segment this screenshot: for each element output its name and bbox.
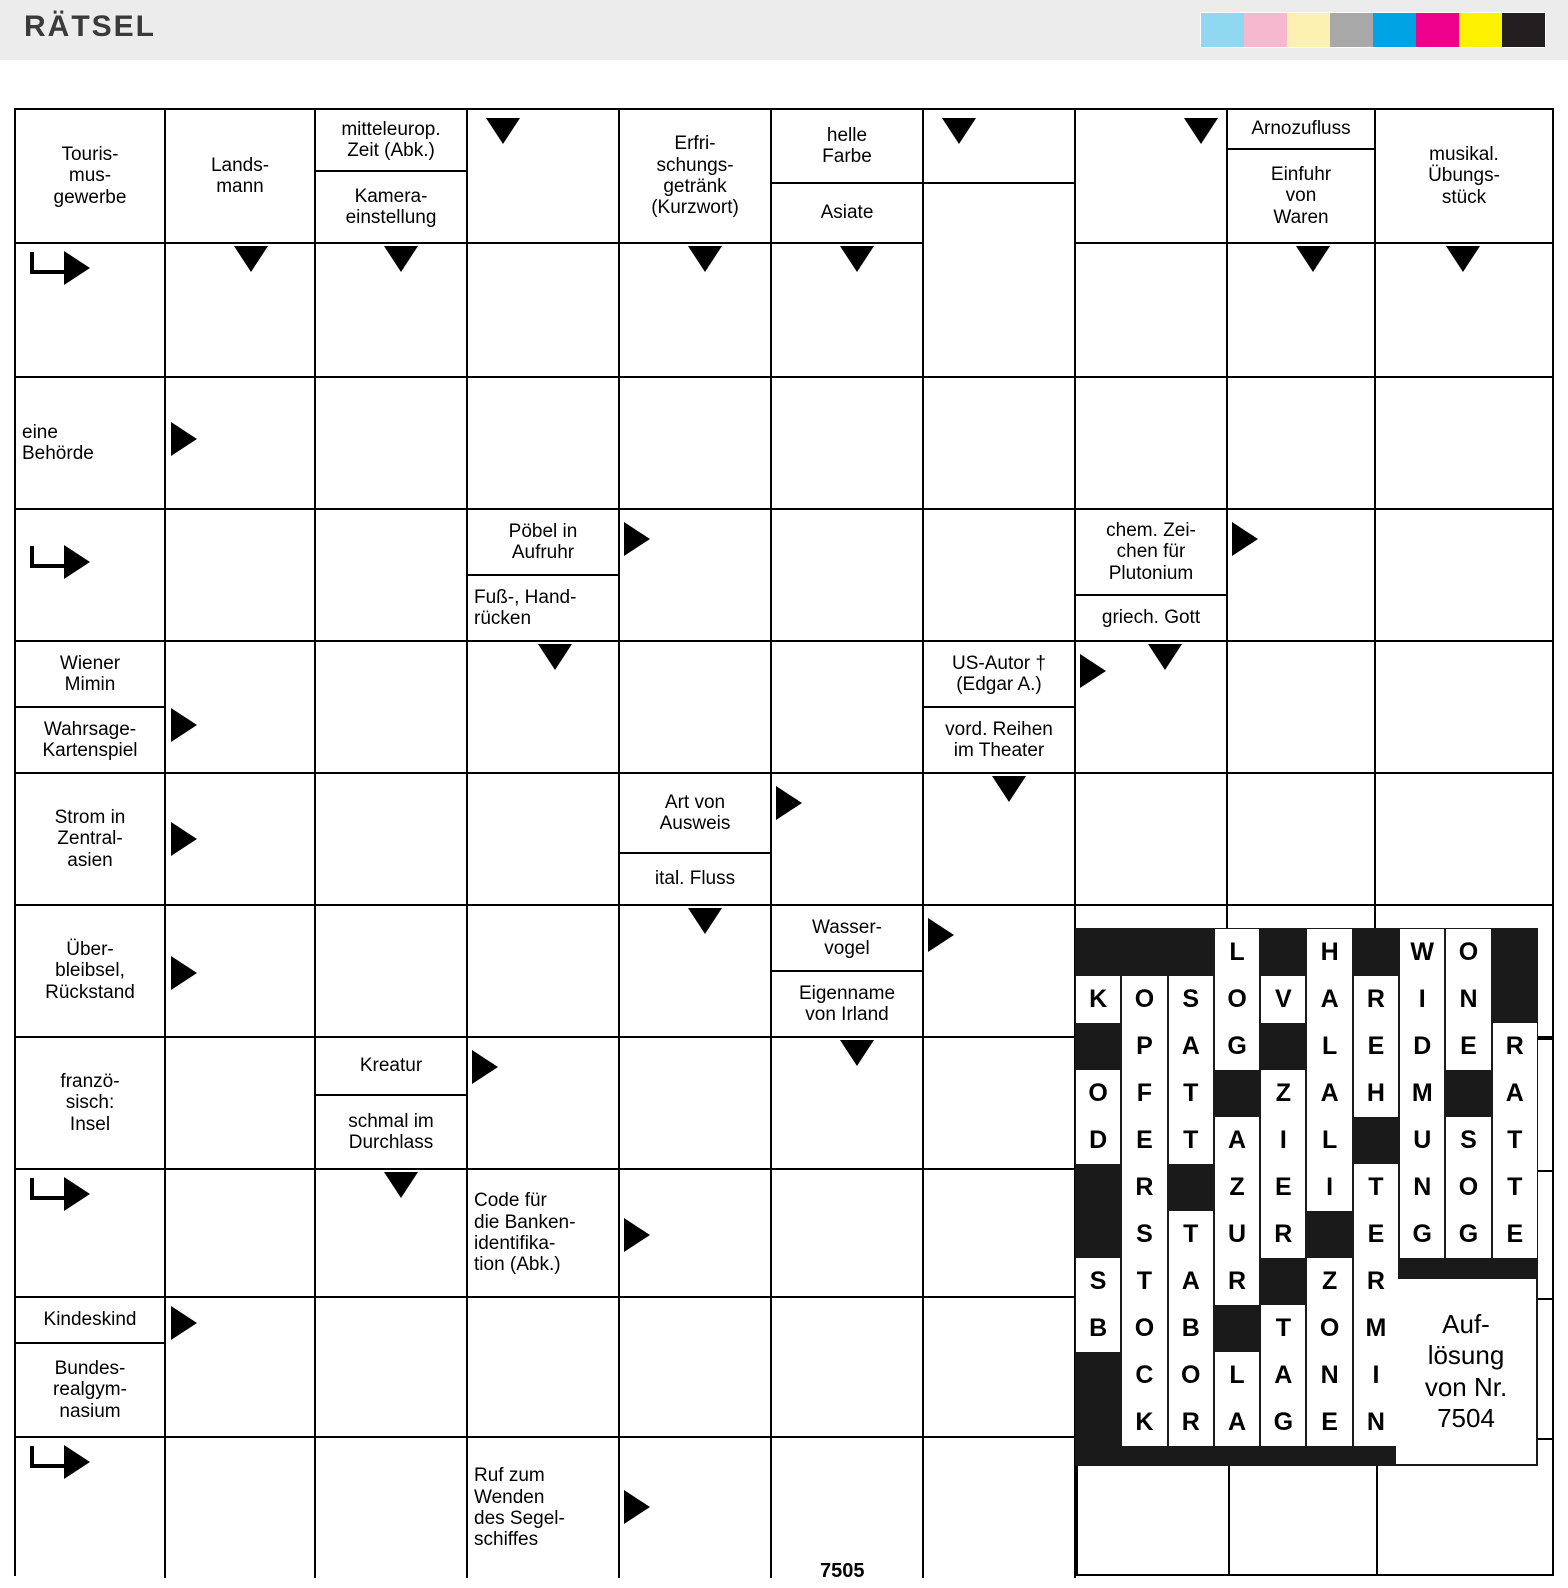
solution-letter: T [1122,1258,1166,1305]
answer-cell[interactable] [1376,510,1552,642]
answer-cell[interactable] [468,906,620,1038]
solution-letter: A [1215,1117,1259,1164]
clue-box: Kreatur [316,1038,468,1096]
clue-box: mitteleurop. Zeit (Abk.) [316,110,468,172]
clue-box: Über- bleibsel, Rückstand [16,906,166,1038]
solution-letter: G [1400,1211,1444,1258]
clue-box: Kindeskind [16,1298,166,1344]
page-title: RÄTSEL [24,10,156,43]
solution-blank [1076,1164,1120,1211]
answer-cell[interactable] [924,1170,1076,1298]
arrow-down-icon [538,644,572,670]
answer-cell[interactable] [316,378,468,510]
puzzle-number: 7505 [820,1560,865,1582]
solution-letter: I [1307,1164,1351,1211]
color-swatch-1 [1244,13,1287,47]
arrow-down-icon [1296,246,1330,272]
answer-cell[interactable] [316,642,468,774]
solution-letter: E [1261,1164,1305,1211]
color-swatch-7 [1502,13,1545,47]
answer-cell[interactable] [1228,378,1376,510]
solution-blank [1076,1023,1120,1070]
arrow-down-icon [384,246,418,272]
solution-blank [1354,929,1398,976]
answer-cell[interactable] [316,774,468,906]
arrow-down-icon [1446,246,1480,272]
solution-letter: A [1307,1070,1351,1117]
solution-letter: W [1400,929,1444,976]
clue-box: vord. Reihen im Theater [924,708,1076,774]
answer-cell[interactable] [166,510,316,642]
answer-cell[interactable] [316,1438,468,1578]
solution-row [1075,975,1538,1022]
solution-blank [1493,929,1537,976]
solution-letter: O [1446,929,1490,976]
solution-letter: H [1307,929,1351,976]
answer-cell[interactable] [924,510,1076,642]
solution-blank [1215,1070,1259,1117]
answer-cell[interactable] [1376,378,1552,510]
solution-letter: E [1354,1023,1398,1070]
answer-cell[interactable] [1076,378,1228,510]
answer-cell[interactable] [620,1038,772,1170]
clue-box: Bundes- realgym- nasium [16,1344,166,1438]
color-swatch-0 [1201,13,1244,47]
solution-letter: I [1400,976,1444,1023]
solution-letter: U [1400,1117,1444,1164]
color-swatch-5 [1416,13,1459,47]
solution-letter: Z [1307,1258,1351,1305]
arrow-right-icon [1080,654,1106,688]
clue-box-empty [924,184,1076,244]
solution-letter: R [1354,1258,1398,1305]
solution-letter: R [1215,1258,1259,1305]
solution-letter: T [1169,1070,1213,1117]
arrow-down-icon [1148,644,1182,670]
clue-box: Fuß-, Hand- rücken [468,576,620,642]
color-swatch-4 [1373,13,1416,47]
solution-letter: E [1493,1211,1537,1258]
page-header [0,0,1568,60]
solution-letter: Z [1215,1164,1259,1211]
solution-letter: N [1446,976,1490,1023]
arrow-down-icon [1184,118,1218,144]
clue-box: Kamera- einstellung [316,172,468,244]
solution-letter: L [1307,1023,1351,1070]
answer-cell[interactable] [924,244,1076,378]
color-swatch-3 [1330,13,1373,47]
solution-letter: M [1400,1070,1444,1117]
color-swatch-6 [1459,13,1502,47]
solution-letter: R [1354,976,1398,1023]
solution-letter: R [1169,1399,1213,1446]
solution-letter: B [1169,1305,1213,1352]
answer-cell[interactable] [772,378,924,510]
answer-cell[interactable] [316,510,468,642]
answer-cell[interactable] [316,1298,468,1438]
solution-blank [1169,929,1213,976]
solution-letter: E [1122,1117,1166,1164]
clue-box: helle Farbe [772,110,924,184]
answer-cell[interactable] [1376,642,1552,774]
solution-letter: T [1169,1211,1213,1258]
solution-letter: A [1307,976,1351,1023]
clue-box: franzö- sisch: Insel [16,1038,166,1170]
solution-blank [1354,1117,1398,1164]
solution-letter: R [1122,1164,1166,1211]
solution-letter: O [1122,1305,1166,1352]
print-color-bar [1200,12,1546,48]
clue-box: Code für die Banken- identifika- tion (Abk.) [468,1170,620,1298]
solution-letter: K [1122,1399,1166,1446]
arrow-down-icon [234,246,268,272]
solution-letter: O [1169,1352,1213,1399]
solution-letter: A [1261,1352,1305,1399]
clue-box: Erfri- schungs- getränk (Kurzwort) [620,110,772,244]
solution-blank [1122,929,1166,976]
answer-cell[interactable] [468,1298,620,1438]
solution-letter: S [1169,976,1213,1023]
answer-cell[interactable] [620,642,772,774]
arrow-right-icon [472,1050,498,1084]
arrow-right-icon [624,1490,650,1524]
arrow-right-icon [171,822,197,856]
solution-letter: D [1076,1117,1120,1164]
solution-letter: Z [1261,1070,1305,1117]
solution-letter: M [1354,1305,1398,1352]
solution-row [1075,1116,1538,1163]
answer-cell[interactable] [166,1170,316,1298]
solution-block [1075,928,1538,1466]
arrow-down-icon [688,908,722,934]
clue-box: griech. Gott [1076,596,1228,642]
clue-box: Asiate [772,184,924,244]
answer-cell[interactable] [16,510,166,642]
solution-blank [1261,1023,1305,1070]
answer-cell[interactable] [468,244,620,378]
solution-blank [1493,976,1537,1023]
solution-letter: D [1400,1023,1444,1070]
solution-letter: A [1215,1399,1259,1446]
arrow-down-icon [992,776,1026,802]
arrow-right-icon [171,956,197,990]
clue-box: schmal im Durchlass [316,1096,468,1170]
answer-cell[interactable] [924,1298,1076,1438]
arrow-right-icon [1232,522,1258,556]
clue-box: Wiener Mimin [16,642,166,708]
answer-cell[interactable] [1076,244,1228,378]
answer-cell[interactable] [468,774,620,906]
clue-box: Art von Ausweis [620,774,772,854]
arrow-down-icon [486,118,520,144]
solution-letter: O [1122,976,1166,1023]
solution-letter: N [1400,1164,1444,1211]
clue-box: Pöbel in Aufruhr [468,510,620,576]
solution-letter: O [1215,976,1259,1023]
arrow-corner-icon [30,1178,64,1200]
answer-cell[interactable] [924,1438,1076,1578]
answer-cell[interactable] [772,642,924,774]
solution-letter: L [1215,929,1259,976]
answer-cell[interactable] [924,1038,1076,1170]
solution-blank [1261,929,1305,976]
answer-cell[interactable] [924,378,1076,510]
color-swatch-2 [1287,13,1330,47]
clue-box: Arnozufluss [1228,110,1376,150]
solution-row [1075,1163,1538,1210]
answer-cell[interactable] [166,1438,316,1578]
answer-cell[interactable] [316,906,468,1038]
solution-letter: T [1261,1305,1305,1352]
solution-letter: R [1261,1211,1305,1258]
arrow-down-icon [840,246,874,272]
clue-box: Touris- mus- gewerbe [16,110,166,244]
clue-box: Einfuhr von Waren [1228,150,1376,244]
clue-box: Ruf zum Wenden des Segel- schiffes [468,1438,620,1578]
clue-box: eine Behörde [16,378,166,510]
solution-row [1075,1210,1538,1257]
solution-row [1075,1022,1538,1069]
solution-letter: T [1493,1164,1537,1211]
solution-blank [1169,1164,1213,1211]
answer-cell[interactable] [468,378,620,510]
clue-box: musikal. Übungs- stück [1376,110,1552,244]
solution-letter: O [1307,1305,1351,1352]
solution-letter: E [1446,1023,1490,1070]
solution-letter: L [1307,1117,1351,1164]
solution-label: Auf- lösung von Nr. 7504 [1396,1279,1536,1464]
clue-box: Wahrsage- Kartenspiel [16,708,166,774]
answer-cell[interactable] [1376,774,1552,906]
answer-cell[interactable] [772,1438,924,1578]
solution-letter: O [1076,1070,1120,1117]
arrow-corner-icon [30,1446,64,1468]
solution-letter: O [1446,1164,1490,1211]
clue-box: chem. Zei- chen für Plutonium [1076,510,1228,596]
solution-letter: A [1169,1258,1213,1305]
clue-box: Lands- mann [166,110,316,244]
solution-letter: S [1446,1117,1490,1164]
clue-box: US-Autor † (Edgar A.) [924,642,1076,708]
answer-cell[interactable] [166,1038,316,1170]
solution-letter: E [1307,1399,1351,1446]
solution-letter: I [1261,1117,1305,1164]
solution-letter: G [1261,1399,1305,1446]
solution-blank [1261,1258,1305,1305]
arrow-right-icon [624,522,650,556]
solution-letter: G [1215,1023,1259,1070]
arrow-right-icon [928,918,954,952]
solution-letter: T [1354,1164,1398,1211]
solution-letter: N [1307,1352,1351,1399]
answer-cell[interactable] [772,510,924,642]
answer-cell[interactable] [1228,642,1376,774]
answer-cell[interactable] [1076,774,1228,906]
solution-letter: A [1493,1070,1537,1117]
arrow-down-icon [688,246,722,272]
arrow-corner-icon [30,546,64,568]
arrow-right-icon [171,708,197,742]
solution-blank [1076,929,1120,976]
arrow-right-icon [171,422,197,456]
solution-letter: I [1354,1352,1398,1399]
arrow-down-icon [384,1172,418,1198]
arrow-right-icon [776,786,802,820]
solution-letter: T [1493,1117,1537,1164]
solution-letter: S [1122,1211,1166,1258]
solution-letter: V [1261,976,1305,1023]
solution-letter: E [1354,1211,1398,1258]
solution-letter: T [1169,1117,1213,1164]
solution-letter: F [1122,1070,1166,1117]
solution-row [1075,1069,1538,1116]
arrow-down-icon [840,1040,874,1066]
answer-cell[interactable] [620,1298,772,1438]
solution-letter: C [1122,1352,1166,1399]
solution-row [1075,928,1538,975]
solution-blank [1076,1211,1120,1258]
solution-letter: K [1076,976,1120,1023]
solution-letter: R [1493,1023,1537,1070]
arrow-right-icon [171,1306,197,1340]
solution-letter: N [1354,1399,1398,1446]
solution-blank [1215,1305,1259,1352]
clue-box: Wasser- vogel [772,906,924,972]
arrow-right-icon [624,1218,650,1252]
clue-box: Strom in Zentral- asien [16,774,166,906]
solution-letter: P [1122,1023,1166,1070]
arrow-corner-icon [30,252,64,274]
solution-letter: S [1076,1258,1120,1305]
solution-letter: L [1215,1352,1259,1399]
answer-cell[interactable] [772,1298,924,1438]
answer-cell[interactable] [1228,774,1376,906]
solution-blank [1446,1070,1490,1117]
answer-cell[interactable] [620,378,772,510]
solution-blank [1076,1399,1120,1446]
answer-cell[interactable] [772,1170,924,1298]
solution-letter: H [1354,1070,1398,1117]
solution-blank [1307,1211,1351,1258]
solution-letter: G [1446,1211,1490,1258]
solution-blank [1076,1352,1120,1399]
solution-letter: U [1215,1211,1259,1258]
clue-box: ital. Fluss [620,854,772,906]
clue-box: Eigenname von Irland [772,972,924,1038]
solution-letter: A [1169,1023,1213,1070]
solution-letter: B [1076,1305,1120,1352]
arrow-down-icon [942,118,976,144]
